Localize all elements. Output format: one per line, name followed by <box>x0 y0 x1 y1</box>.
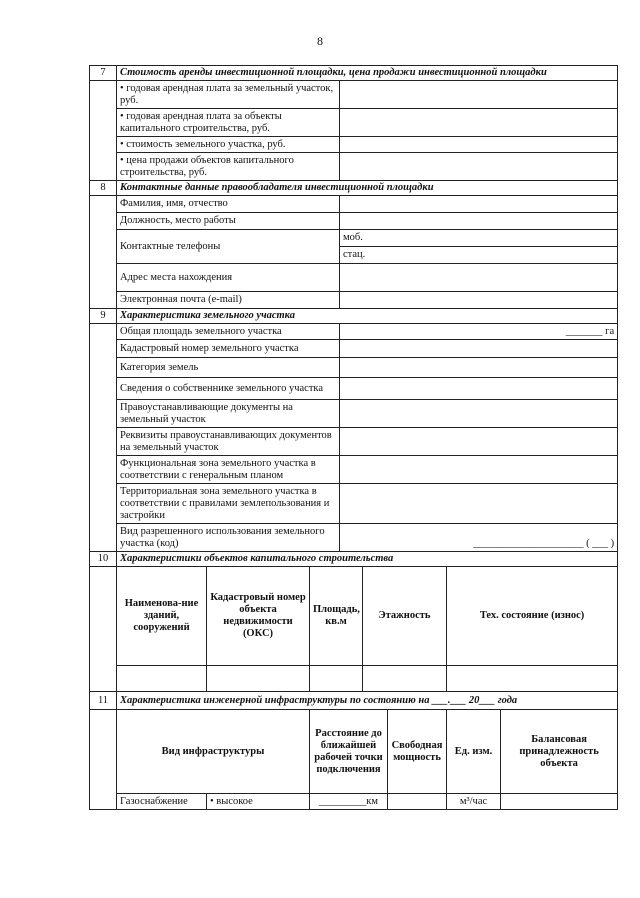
column-header: Площадь, кв.м <box>310 567 363 666</box>
landline-label: стац. <box>343 249 366 260</box>
column-header: Вид инфраструктуры <box>117 710 310 794</box>
column-header: Этажность <box>363 567 447 666</box>
row-label: Сведения о собственнике земельного участка <box>117 378 340 400</box>
value-cell[interactable] <box>340 358 618 378</box>
row-label: Адрес места нахождения <box>117 264 340 292</box>
section-title: Характеристика земельного участка <box>117 309 618 324</box>
page-number: 8 <box>317 34 323 48</box>
row-label: Электронная почта (e-mail) <box>117 292 340 309</box>
phone-cell[interactable] <box>340 230 618 264</box>
value-cell[interactable] <box>310 666 363 692</box>
use-value[interactable]: _____________________ ( ___ ) <box>340 524 618 552</box>
pressure-level: • высокое <box>207 794 310 810</box>
section-title: Контактные данные правообладателя инвестиционной площадки <box>117 181 618 196</box>
row-label: • годовая арендная плата за объекты капитального строительства, руб. <box>117 109 340 137</box>
section-number: 10 <box>90 552 117 567</box>
value-cell[interactable] <box>388 794 447 810</box>
row-label: Функциональная зона земельного участка в соответствии с генеральным планом <box>117 456 340 484</box>
row-label: • цена продажи объектов капитального строительства, руб. <box>117 153 340 181</box>
row-label: • стоимость земельного участка, руб. <box>117 137 340 153</box>
value-cell[interactable] <box>340 428 618 456</box>
row-label: Должность, место работы <box>117 213 340 230</box>
unit-cell: м³/час <box>447 794 501 810</box>
value-cell[interactable] <box>340 137 618 153</box>
section-title: Характеристики объектов капитального строительства <box>117 552 618 567</box>
distance-value[interactable]: _________км <box>310 794 388 810</box>
section-number: 7 <box>90 66 117 81</box>
value-cell[interactable] <box>117 666 207 692</box>
row-label: Реквизиты правоустанавливающих документов на земельный участок <box>117 428 340 456</box>
row-label: Контактные телефоны <box>117 230 340 264</box>
value-cell[interactable] <box>340 484 618 524</box>
column-header: Кадастровый номер объекта недвижимости (ОКС) <box>207 567 310 666</box>
row-label: Категория земель <box>117 358 340 378</box>
row-label: Территориальная зона земельного участка в соответствии с правилами землепользования и застройки <box>117 484 340 524</box>
value-cell[interactable] <box>340 196 618 213</box>
column-header: Тех. состояние (износ) <box>447 567 618 666</box>
value-cell[interactable] <box>447 666 618 692</box>
column-header: Ед. изм. <box>447 710 501 794</box>
value-cell[interactable] <box>340 264 618 292</box>
section-number: 8 <box>90 181 117 196</box>
value-cell[interactable] <box>340 400 618 428</box>
row-label: Вид разрешенного использования земельного участка (код) <box>117 524 340 552</box>
value-cell[interactable] <box>340 153 618 181</box>
value-cell[interactable] <box>340 213 618 230</box>
value-cell[interactable] <box>340 378 618 400</box>
infrastructure-type: Газоснабжение <box>117 794 207 810</box>
row-label: Фамилия, имя, отчество <box>117 196 340 213</box>
value-cell[interactable] <box>340 109 618 137</box>
row-label: Общая площадь земельного участка <box>117 324 340 340</box>
column-header: Свободная мощность <box>388 710 447 794</box>
column-header: Наименова-ние зданий, сооружений <box>117 567 207 666</box>
value-cell[interactable] <box>340 456 618 484</box>
value-cell[interactable] <box>501 794 618 810</box>
value-cell[interactable] <box>340 292 618 309</box>
row-label: Правоустанавливающие документы на земельный участок <box>117 400 340 428</box>
column-header: Расстояние до ближайшей рабочей точки подключения <box>310 710 388 794</box>
row-label: Кадастровый номер земельного участка <box>117 340 340 358</box>
section-number: 11 <box>90 692 117 710</box>
value-cell[interactable] <box>207 666 310 692</box>
value-cell[interactable] <box>340 340 618 358</box>
value-cell[interactable] <box>340 81 618 109</box>
form-table <box>89 65 618 810</box>
mobile-label: моб. <box>340 230 617 247</box>
row-label: • годовая арендная плата за земельный участок, руб. <box>117 81 340 109</box>
section-number: 9 <box>90 309 117 324</box>
area-value[interactable]: _______ га <box>340 324 618 340</box>
section-title: Стоимость аренды инвестиционной площадки, цена продажи инвестиционной площадки <box>117 66 618 81</box>
section-title: Характеристика инженерной инфраструктуры по состоянию на ___.___ 20___ года <box>117 692 618 710</box>
column-header: Балансовая принадлежность объекта <box>501 710 618 794</box>
value-cell[interactable] <box>363 666 447 692</box>
